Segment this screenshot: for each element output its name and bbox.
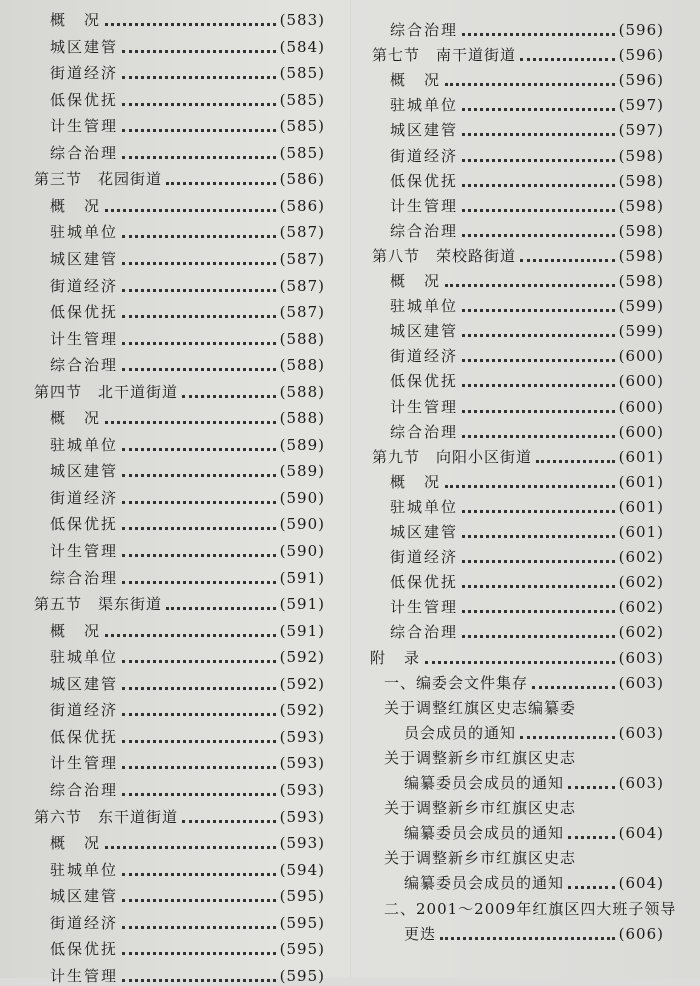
leader-dots [462,132,615,136]
toc-entry-title: 关于调整新乡市红旗区史志 [384,748,577,767]
toc-entry [50,880,325,906]
toc-entry-title: 低保优抚 [50,940,119,959]
toc-page-number: (588) [279,356,325,375]
leader-dots [462,358,615,362]
toc-entry-title: 城区建管 [390,523,459,541]
toc-entry-title: 第四节 北干道街道 [34,382,179,401]
toc-entry-title: 城区建管 [50,462,119,481]
toc-entry [50,641,325,667]
leader-dots [462,107,615,111]
leader-dots [122,75,276,79]
toc-entry [390,89,664,115]
toc-page-number: (590) [279,515,325,534]
toc-entry [404,767,664,793]
toc-page-number: (601) [618,447,664,466]
leader-dots [462,233,615,237]
toc-entry [404,918,664,944]
leader-dots [182,819,276,823]
leader-dots [122,102,276,106]
toc-entry-title: 驻城单位 [50,223,119,242]
leader-dots [122,978,276,982]
toc-entry [50,84,325,110]
leader-dots [462,534,615,538]
toc-entry-title: 一、编委会文件集存 [384,673,529,692]
toc-page-number: (592) [279,701,325,720]
leader-dots [122,314,276,318]
toc-entry-title: 综合治理 [50,568,119,587]
toc-page-number: (598) [618,246,664,265]
toc-entry [390,391,664,417]
toc-entry-title: 城区建管 [390,322,459,341]
toc-page-number: (587) [279,276,325,295]
leader-dots [122,712,276,716]
toc-page-number: (586) [279,170,325,189]
toc-entry [50,907,325,933]
leader-dots [105,845,276,849]
leader-dots [520,258,615,262]
toc-entry [384,742,664,768]
toc-page-number: (595) [279,966,325,985]
toc-entry-title: 城区建管 [390,121,459,140]
toc-entry-title: 驻城单位 [50,648,119,667]
toc-page-number: (601) [618,472,664,491]
toc-page-number: (589) [279,435,325,454]
toc-page-number: (603) [618,673,664,692]
toc-entry [50,960,325,986]
toc-entry [50,535,325,561]
toc-entry-title: 街道经济 [50,701,119,720]
toc-section-entry [34,588,325,614]
toc-section-entry [34,376,325,402]
toc-entry-title: 员会成员的通知 [404,723,517,742]
toc-entry-title: 街道经济 [50,276,119,295]
toc-page-number: (583) [279,11,325,29]
toc-entry [390,64,664,90]
toc-page-number: (595) [279,887,325,906]
leader-dots [122,659,276,663]
toc-entry [390,591,664,617]
toc-entry-title: 驻城单位 [50,435,119,454]
toc-page-number: (601) [618,523,664,541]
toc-page-number: (586) [279,196,325,215]
leader-dots [122,447,276,451]
toc-page-number: (589) [279,462,325,481]
toc-entry [50,429,325,455]
toc-entry-title: 计生管理 [50,966,119,985]
toc-entry-title: 低保优抚 [50,515,119,534]
toc-entry-title: 编纂委员会成员的通知 [404,824,565,843]
toc-entry [390,340,664,366]
toc-entry-title: 概 况 [390,272,442,290]
toc-page-number: (599) [618,297,664,316]
toc-entry-title: 低保优抚 [50,90,119,109]
toc-entry [50,243,325,269]
toc-entry-title: 计生管理 [50,117,119,136]
toc-entry-title: 城区建管 [50,674,119,693]
toc-page-number: (602) [618,623,664,642]
toc-entry-title: 综合治理 [50,780,119,799]
leader-dots [520,57,615,61]
toc-entry-title: 街道经济 [390,347,459,366]
leader-dots [182,394,276,398]
leader-dots [166,181,276,185]
toc-entry-title: 低保优抚 [50,303,119,322]
toc-entry [50,323,325,349]
toc-entry-title: 概 况 [390,71,442,90]
toc-entry [390,265,664,291]
leader-dots [462,32,615,36]
toc-entry-title: 计生管理 [390,397,459,416]
toc-entry-title: 驻城单位 [390,297,459,316]
toc-entry [50,4,325,30]
toc-entry-title: 低保优抚 [390,573,459,592]
toc-page-number: (585) [279,117,325,136]
toc-entry [50,774,325,800]
toc-entry-title: 计生管理 [50,329,119,348]
toc-page-number: (598) [618,272,664,290]
leader-dots [462,434,615,438]
toc-entry [50,216,325,242]
toc-page-number: (593) [279,780,325,799]
leader-dots [122,951,276,955]
toc-entry-title: 概 况 [50,621,102,640]
toc-entry-title: 第三节 花园街道 [34,170,163,189]
toc-entry [50,668,325,694]
toc-entry-title: 编纂委员会成员的通知 [404,774,565,792]
toc-entry [50,455,325,481]
toc-entry-title: 第七节 南干道街道 [372,46,517,65]
toc-entry-title: 概 况 [50,196,102,215]
toc-entry [404,817,664,843]
toc-entry-title: 第九节 向阳小区街道 [372,447,533,466]
leader-dots [568,785,615,789]
leader-dots [122,49,276,53]
toc-entry [50,615,325,641]
toc-entry [390,566,664,592]
toc-entry [384,893,677,919]
toc-page-number: (588) [279,382,325,401]
leader-dots [122,367,276,371]
toc-entry-title: 第六节 东干道街道 [34,807,179,826]
toc-entry [50,296,325,322]
toc-entry-title: 计生管理 [390,196,459,215]
toc-page-number: (598) [618,196,664,215]
toc-page-number: (588) [279,329,325,348]
toc-entry-title: 低保优抚 [390,171,459,190]
toc-entry [390,541,664,567]
leader-dots [122,872,276,876]
toc-entry [390,315,664,341]
toc-page-number: (600) [618,422,664,441]
leader-dots [462,158,615,162]
toc-page-number: (595) [279,940,325,959]
toc-page-number: (588) [279,409,325,428]
column-gutter [350,0,351,978]
leader-dots [440,936,615,940]
toc-page-number: (598) [618,221,664,240]
toc-entry-title: 关于调整新乡市红旗区史志 [384,799,577,818]
toc-entry [390,466,664,492]
toc-entry [404,717,664,743]
toc-entry [50,482,325,508]
leader-dots [105,208,276,212]
toc-page-number: (591) [279,595,325,614]
leader-dots [122,526,276,530]
toc-page-number: (602) [618,598,664,617]
toc-entry [390,140,664,166]
toc-entry-title: 附 录 [370,648,422,667]
toc-entry [50,562,325,588]
toc-page-number: (601) [618,497,664,516]
leader-dots [445,82,615,86]
toc-entry-title: 街道经济 [50,64,119,83]
toc-page-number: (587) [279,249,325,268]
toc-page-number: (602) [618,548,664,567]
toc-page-number: (598) [618,146,664,165]
toc-page-number: (592) [279,674,325,693]
toc-page-number: (603) [618,648,664,667]
toc-page-number: (585) [279,143,325,162]
toc-page-number: (597) [618,121,664,140]
toc-entry-title: 综合治理 [390,221,459,240]
toc-page-number: (587) [279,223,325,242]
toc-entry [50,747,325,773]
leader-dots [568,885,615,889]
toc-section-entry [34,801,325,827]
leader-dots [105,633,276,637]
toc-entry-title: 驻城单位 [390,96,459,115]
toc-entry [50,933,325,959]
toc-entry [50,694,325,720]
leader-dots [445,484,615,488]
toc-entry [390,416,664,442]
leader-dots [462,559,615,563]
leader-dots [536,459,615,463]
toc-entry-title: 关于调整新乡市红旗区史志 [384,849,577,868]
toc-page-number: (584) [279,37,325,56]
toc-entry-title: 编纂委员会成员的通知 [404,874,565,893]
toc-entry-title: 关于调整红旗区史志编纂委 [384,698,577,717]
toc-page-number: (593) [279,727,325,746]
toc-page-number: (593) [279,754,325,773]
toc-entry-title: 城区建管 [50,37,119,56]
toc-page-number: (585) [279,64,325,83]
toc-entry [404,867,664,893]
toc-entry [390,491,664,517]
toc-entry [50,270,325,296]
toc-entry-title: 城区建管 [50,249,119,268]
toc-section-entry [372,39,664,65]
leader-dots [122,739,276,743]
toc-page-number: (593) [279,834,325,853]
toc-entry-title: 概 况 [50,834,102,853]
leader-dots [122,553,276,557]
toc-entry-title: 综合治理 [50,356,119,375]
toc-entry-title: 综合治理 [390,623,459,642]
toc-entry-title: 综合治理 [390,422,459,441]
toc-page-number: (604) [618,874,664,893]
toc-entry [390,190,664,216]
leader-dots [122,792,276,796]
toc-entry [50,854,325,880]
toc-entry [50,190,325,216]
leader-dots [122,341,276,345]
toc-entry [384,692,664,718]
leader-dots [122,261,276,265]
toc-page-number: (590) [279,542,325,560]
toc-entry-title: 街道经济 [390,548,459,567]
toc-entry-title: 街道经济 [390,146,459,165]
toc-page-number: (594) [279,860,325,879]
toc-entry-title: 概 况 [50,409,102,428]
toc-entry [390,14,664,40]
toc-entry [50,508,325,534]
leader-dots [122,288,276,292]
toc-entry-title: 城区建管 [50,887,119,906]
leader-dots [462,609,615,613]
toc-page-number: (600) [618,372,664,391]
leader-dots [520,735,615,739]
leader-dots [532,685,615,689]
leader-dots [462,409,615,413]
toc-page-number: (585) [279,90,325,109]
toc-page-number: (595) [279,913,325,932]
toc-entry [50,31,325,57]
leader-dots [122,473,276,477]
toc-entry [50,721,325,747]
leader-dots [105,22,276,26]
toc-page-number: (591) [279,621,325,640]
toc-section-entry [34,163,325,189]
toc-page-number: (603) [618,774,664,792]
toc-page-number: (603) [618,723,664,742]
leader-dots [105,420,276,424]
leader-dots [166,606,276,610]
toc-entry [50,827,325,853]
toc-page-number: (600) [618,397,664,416]
toc-entry-title: 驻城单位 [50,860,119,879]
toc-page-number: (596) [618,71,664,90]
toc-entry-title: 综合治理 [50,143,119,162]
toc-entry [50,57,325,83]
leader-dots [462,634,615,638]
leader-dots [462,333,615,337]
toc-page-number: (602) [618,573,664,592]
toc-page-number: (596) [618,46,664,65]
leader-dots [462,509,615,513]
toc-entry [50,110,325,136]
toc-page-number: (592) [279,648,325,667]
toc-page-number: (598) [618,171,664,190]
toc-entry-title: 计生管理 [50,754,119,773]
leader-dots [425,660,615,664]
toc-entry-title: 驻城单位 [390,497,459,516]
leader-dots [462,208,615,212]
toc-entry-title: 街道经济 [50,913,119,932]
toc-entry-title: 低保优抚 [50,727,119,746]
toc-entry [390,165,664,191]
toc-page-number: (597) [618,96,664,115]
toc-page-number: (604) [618,824,664,843]
leader-dots [122,155,276,159]
leader-dots [122,765,276,769]
toc-entry [390,365,664,391]
toc-entry-title: 二、2001～2009年红旗区四大班子领导 [384,899,677,918]
toc-entry [390,215,664,241]
toc-page-number: (600) [618,347,664,366]
toc-entry-title: 更迭 [404,924,437,943]
leader-dots [462,383,615,387]
leader-dots [122,128,276,132]
leader-dots [462,183,615,187]
toc-page-number: (591) [279,568,325,587]
toc-entry-title: 低保优抚 [390,372,459,391]
toc-page-number: (590) [279,488,325,507]
toc-entry-title: 计生管理 [50,542,119,560]
toc-section-entry [372,240,664,266]
toc-entry-title: 第五节 渠东街道 [34,595,163,614]
leader-dots [122,898,276,902]
leader-dots [462,584,615,588]
leader-dots [462,308,615,312]
toc-entry-title: 综合治理 [390,21,459,39]
toc-page-number: (587) [279,303,325,322]
toc-entry [390,114,664,140]
toc-entry [384,792,664,818]
toc-page-number: (599) [618,322,664,341]
toc-entry [390,616,664,642]
leader-dots [122,500,276,504]
toc-page-number: (606) [618,924,664,943]
toc-entry [50,349,325,375]
toc-entry-title: 计生管理 [390,598,459,617]
toc-entry-title: 街道经济 [50,488,119,507]
toc-entry-title: 概 况 [390,472,442,491]
toc-section-entry [372,441,664,467]
toc-page-number: (593) [279,807,325,826]
toc-entry [384,842,664,868]
leader-dots [122,925,276,929]
leader-dots [568,835,615,839]
toc-entry-title: 概 况 [50,11,102,29]
leader-dots [445,283,615,287]
leader-dots [122,580,276,584]
toc-entry [390,290,664,316]
leader-dots [122,686,276,690]
toc-entry [50,137,325,163]
leader-dots [122,234,276,238]
toc-entry [384,667,664,693]
toc-page-number: (596) [618,21,664,39]
toc-entry [390,516,664,542]
toc-appendix-entry [370,642,664,668]
toc-entry-title: 第八节 荣校路街道 [372,246,517,265]
toc-entry [50,402,325,428]
